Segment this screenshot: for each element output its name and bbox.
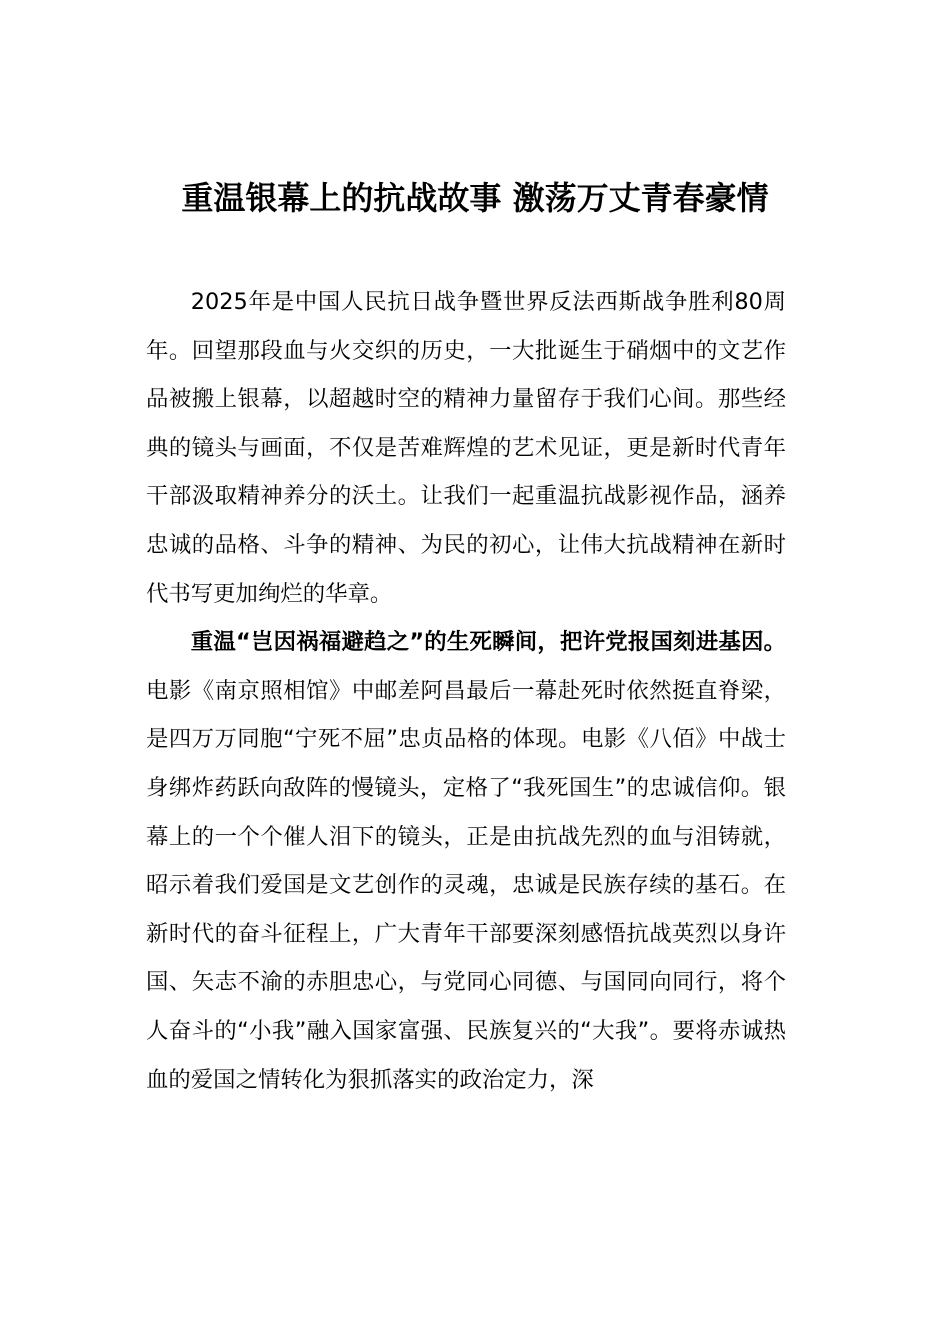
paragraph-intro	[146, 278, 786, 618]
paragraph-section-1	[146, 618, 786, 1104]
paragraph-section-1-text: 电影《南京照相馆》中邮差阿昌最后一幕赴死时依然挺直脊梁，是四万万同胞“宁死不屈”忠贞品格的体现。电影《八佰》中战士身绑炸药跃向敌阵的慢镜头，定格了“我死国生”的忠诚信仰。银幕上的一个个催人泪下的镜头，正是由抗战先烈的血与泪铸就，昭示着我们爱国是文艺创作的灵魂，忠诚是民族存续的基石。在新时代的奋斗征程上，广大青年干部要深刻感悟抗战英烈以身许国、矢志不渝的赤胆忠心，与党同心同德、与国同向同行，将个人奋斗的“小我”融入国家富强、民族复兴的“大我”。要将赤诚热血的爱国之情转化为狠抓落实的政治定力，深	[146, 677, 786, 1093]
paragraph-section-1-heading: 重温“岂因祸福避趋之”的生死瞬间，把许党报国刻进基因。	[190, 629, 786, 656]
document-body	[146, 278, 786, 1104]
document-title: 重温银幕上的抗战故事 激荡万丈青春豪情	[181, 179, 769, 217]
paragraph-intro-text: 2025年是中国人民抗日战争暨世界反法西斯战争胜利80周年。回望那段血与火交织的历史，一大批诞生于硝烟中的文艺作品被搬上银幕，以超越时空的精神力量留存于我们心间。那些经典的镜头与画面，不仅是苦难辉煌的艺术见证，更是新时代青年干部汲取精神养分的沃土。让我们一起重温抗战影视作品，涵养忠诚的品格、斗争的精神、为民的初心，让伟大抗战精神在新时代书写更加绚烂的华章。	[146, 289, 786, 607]
